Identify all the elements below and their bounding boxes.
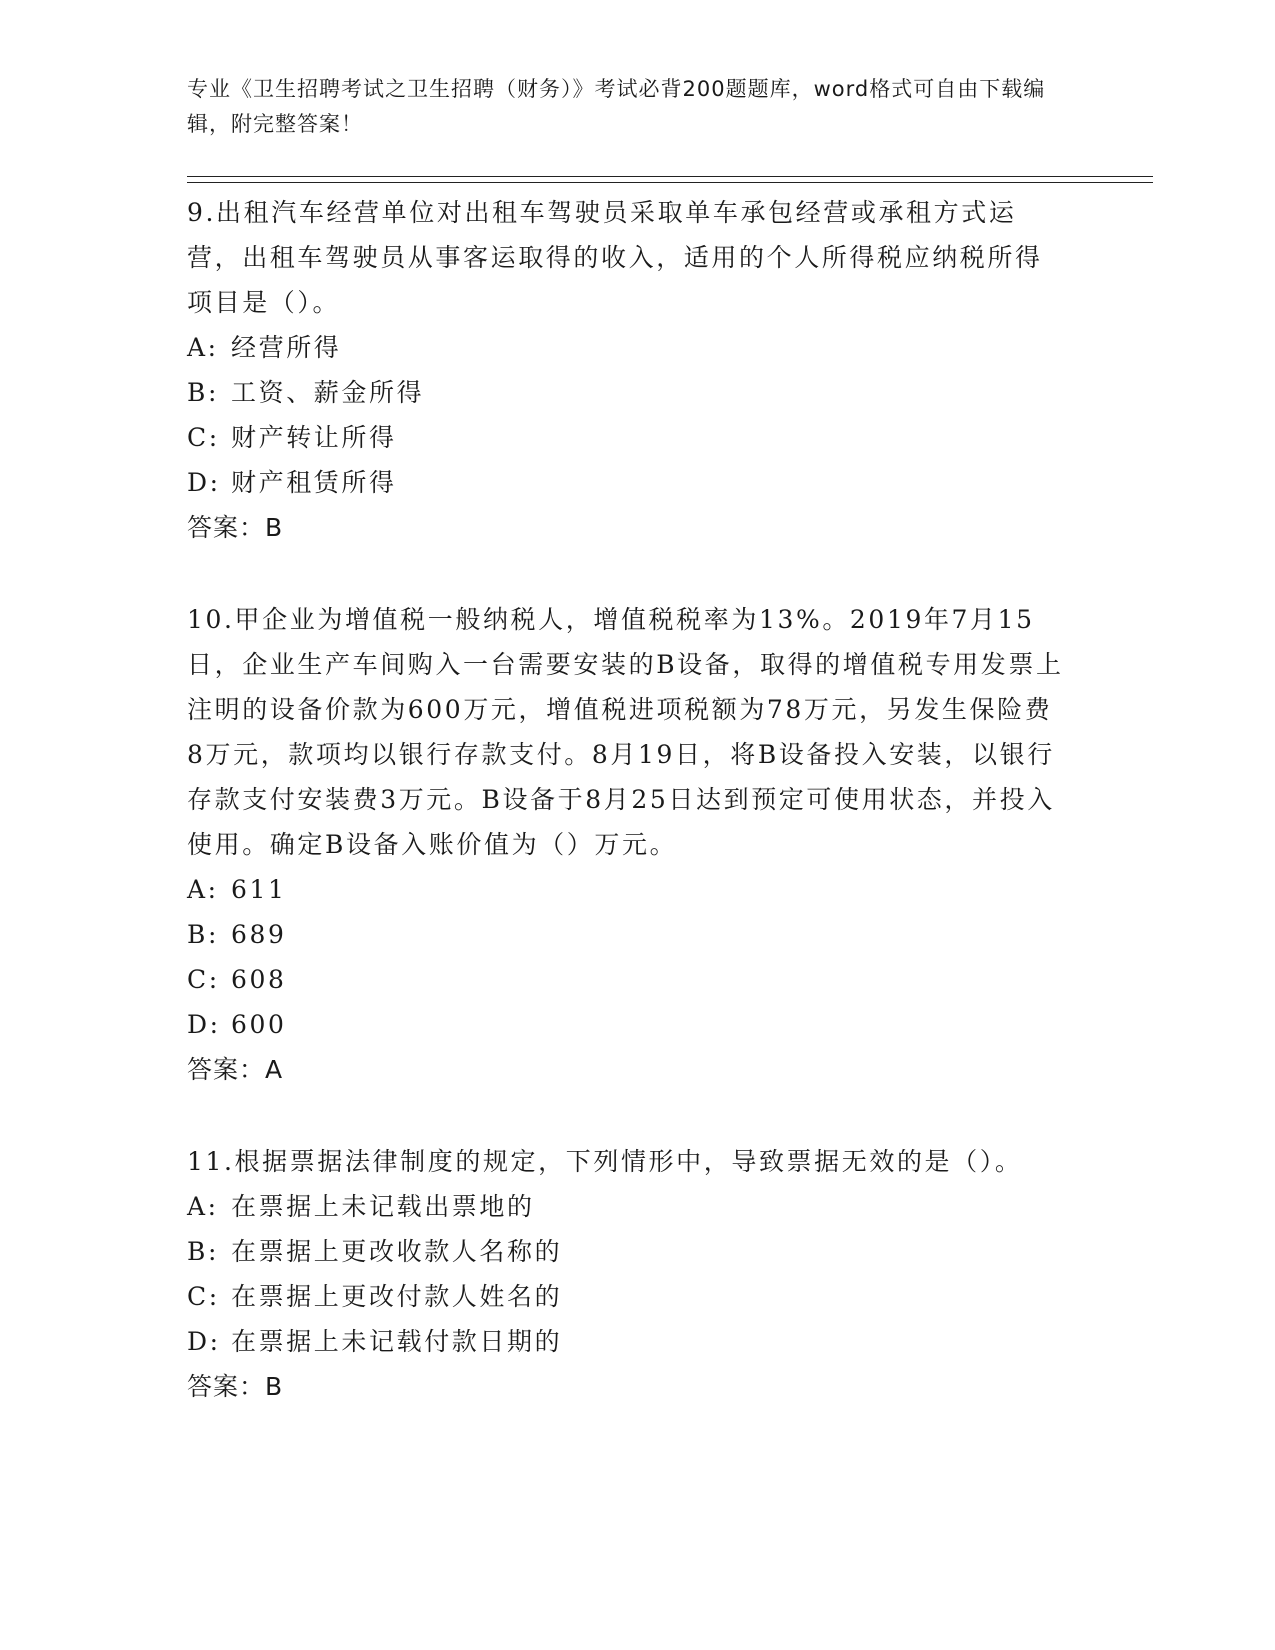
answer-line: 答案：B [187,1372,284,1401]
header-divider-top [187,176,1153,177]
option-key: A: [187,875,219,904]
header-divider-bottom [187,182,1153,183]
option-d [187,460,1067,505]
answer-line: 答案：B [187,513,284,542]
option-key: B: [187,378,219,407]
option-c [187,415,1067,460]
option-text: 财产租赁所得 [231,468,397,497]
option-key: C: [187,965,220,994]
option-text: 在票据上更改付款人姓名的 [231,1282,563,1311]
option-key: C: [187,423,220,452]
option-key: D: [187,468,221,497]
option-c [187,957,1067,1002]
option-key: A: [187,1192,219,1221]
option-text: 611 [231,875,287,904]
option-a [187,867,1067,912]
option-text: 经营所得 [231,333,342,362]
option-text: 600 [231,1010,287,1039]
option-key: D: [187,1327,221,1356]
option-key: B: [187,920,219,949]
question-11 [187,1139,1067,1409]
option-text: 工资、薪金所得 [231,378,425,407]
option-key: B: [187,1237,219,1266]
option-a [187,325,1067,370]
question-stem: 9.出租汽车经营单位对出租车驾驶员采取单车承包经营或承租方式运营，出租车驾驶员从事客运取得的收入，适用的个人所得税应纳税所得项目是（）。 [187,198,1043,317]
option-text: 689 [231,920,287,949]
document-header: 专业《卫生招聘考试之卫生招聘（财务）》考试必背200题题库，word格式可自由下载编辑，附完整答案！ [187,77,1046,136]
option-text: 财产转让所得 [231,423,397,452]
option-b [187,912,1067,957]
option-key: C: [187,1282,220,1311]
option-d [187,1319,1067,1364]
option-text: 在票据上未记载出票地的 [231,1192,535,1221]
option-key: A: [187,333,219,362]
answer-line: 答案：A [187,1055,284,1084]
question-stem: 11.根据票据法律制度的规定，下列情形中，导致票据无效的是（）。 [187,1147,1023,1176]
option-text: 608 [231,965,287,994]
option-text: 在票据上更改收款人名称的 [231,1237,563,1266]
option-d [187,1002,1067,1047]
question-9 [187,190,1067,550]
option-text: 在票据上未记载付款日期的 [231,1327,563,1356]
option-c [187,1274,1067,1319]
question-10 [187,597,1067,1092]
option-a [187,1184,1067,1229]
option-b [187,1229,1067,1274]
option-key: D: [187,1010,221,1039]
option-b [187,370,1067,415]
question-stem: 10.甲企业为增值税一般纳税人，增值税税率为13%。2019年7月15日，企业生产车间购入一台需要安装的B设备，取得的增值税专用发票上注明的设备价款为600万元，增值税进项税额为78万元，另发生保险费8万元，款项均以银行存款支付。8月19日，将B设备投入安装，以银行存款支付安装费3万元。B设备于8月25日达到预定可使用状态，并投入使用。确定B设备入账价值为（）万元。 [187,605,1064,859]
